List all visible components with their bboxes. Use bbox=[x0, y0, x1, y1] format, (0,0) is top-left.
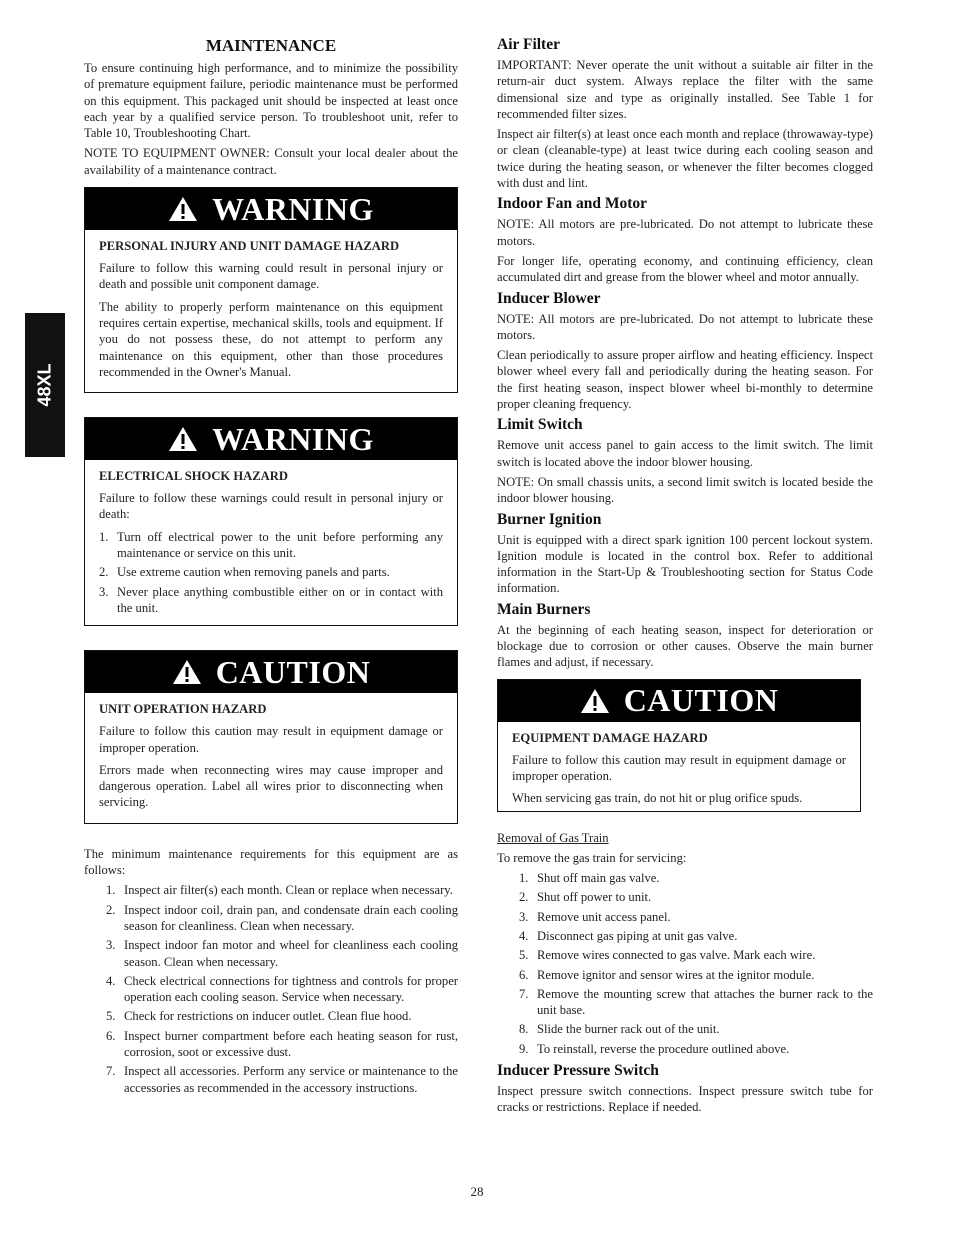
list-item: 9. To reinstall, reverse the procedure outlined above. bbox=[519, 1041, 790, 1056]
maintenance-title: MAINTENANCE bbox=[205, 36, 337, 55]
list-item: 6. Inspect burner compartment before each heating season for rust, corrosion, soot or excessive dust. bbox=[106, 1028, 458, 1059]
list-item: 1. Shut off main gas valve. bbox=[519, 871, 660, 886]
caution-header bbox=[85, 651, 457, 693]
list-item: 2. Inspect indoor coil, drain pan, and condensate drain each cooling season for cleanliness. Clean when necessary. bbox=[106, 902, 458, 933]
caution-word: CAUTION bbox=[623, 682, 779, 719]
inducer-pressure-heading: Inducer Pressure Switch bbox=[497, 1062, 659, 1080]
caution-text: Errors made when reconnecting wires may cause improper and dangerous operation. Label all wires prior to disconnecting when servicing. bbox=[99, 762, 443, 810]
list-item: 5. Check for restrictions on inducer outlet. Clean flue hood. bbox=[106, 1009, 412, 1024]
caution-text: Failure to follow this caution may result in equipment damage or improper operation. bbox=[99, 724, 443, 755]
hazard-title: EQUIPMENT DAMAGE HAZARD bbox=[512, 730, 708, 745]
list-item: 1. Inspect air filter(s) each month. Clean or replace when necessary. bbox=[106, 883, 453, 898]
list-item: 2. Shut off power to unit. bbox=[519, 890, 652, 905]
gas-train-steps bbox=[497, 870, 873, 1057]
limit-switch-text: Remove unit access panel to gain access to the limit switch. The limit switch is located above the indoor blower housing. bbox=[497, 438, 873, 469]
warning-triangle-icon bbox=[168, 196, 198, 222]
gas-train-heading: Removal of Gas Train bbox=[497, 830, 609, 845]
warning-text: The ability to properly perform maintenance on this equipment requires certain expertise, mechanical skills, tools and equipment. If you do not possess these, do not attempt to perform any maintenance on this equipment, other than those procedures recommended in the Owner's Manual. bbox=[99, 299, 443, 379]
air-filter-important: IMPORTANT: Never operate the unit without a suitable air filter in the return-air duct system. Always replace the filter with the same dimensional size and type as originally installed. See Table 1 for recommended filter sizes. bbox=[497, 58, 873, 121]
warning-triangle-icon bbox=[172, 659, 202, 685]
caution-text: Failure to follow this caution may result in equipment damage or improper operation. bbox=[512, 752, 846, 783]
limit-switch-heading: Limit Switch bbox=[497, 416, 583, 434]
list-item: 4. Check electrical connections for tightness and controls for proper operation each cooling season. Service when necessary. bbox=[106, 973, 458, 1005]
burner-ignition-heading: Burner Ignition bbox=[497, 510, 602, 528]
caution-box-operation bbox=[84, 650, 458, 823]
warning-header bbox=[85, 188, 457, 230]
list-item: 7. Remove the mounting screw that attaches the burner rack to the unit base. bbox=[519, 986, 873, 1018]
warning-word: WARNING bbox=[212, 190, 374, 227]
caution-box-equipment bbox=[497, 679, 861, 812]
main-burners-text: At the beginning of each heating season, inspect for deterioration or blockage due to corrosion or other causes. Observe the main burner flames and adjust, if necessary. bbox=[497, 622, 873, 670]
warning-text: Failure to follow these warnings could result in personal injury or death: bbox=[99, 491, 443, 522]
list-item: 5. Remove wires connected to gas valve. Mark each wire. bbox=[519, 948, 816, 963]
indoor-fan-note: NOTE: All motors are pre-lubricated. Do not attempt to lubricate these motors. bbox=[497, 217, 873, 248]
inducer-blower-note: NOTE: All motors are pre-lubricated. Do not attempt to lubricate these motors. bbox=[497, 311, 873, 342]
warning-box-shock bbox=[84, 417, 458, 626]
hazard-title: PERSONAL INJURY AND UNIT DAMAGE HAZARD bbox=[99, 239, 400, 254]
warning-box-injury bbox=[84, 187, 458, 393]
inducer-blower-heading: Inducer Blower bbox=[497, 289, 601, 307]
warning-text: Failure to follow this warning could result in personal injury or death and possible unit component damage. bbox=[99, 261, 443, 292]
warning-word: WARNING bbox=[212, 420, 374, 457]
inducer-blower-text: Clean periodically to assure proper airflow and heating efficiency. Inspect blower wheel every fall and periodically during the heating season. For the first heating season, inspect blower wheel bi-monthly to determine proper cleaning frequency. bbox=[497, 348, 873, 412]
page-number: 28 bbox=[470, 1184, 484, 1199]
gas-train-intro: To remove the gas train for servicing: bbox=[497, 850, 687, 865]
caution-header bbox=[498, 680, 860, 722]
inducer-pressure-text: Inspect pressure switch connections. Inspect pressure switch tube for cracks or restrictions. Replace if needed. bbox=[497, 1084, 873, 1115]
list-item: 3. Inspect indoor fan motor and wheel for cleanliness each cooling season. Clean when necessary. bbox=[106, 938, 458, 969]
warning-triangle-icon bbox=[168, 426, 198, 452]
right-column bbox=[497, 36, 873, 1120]
owner-note: NOTE TO EQUIPMENT OWNER: Consult your local dealer about the availability of a maintenance contract. bbox=[84, 146, 458, 177]
limit-switch-note: NOTE: On small chassis units, a second limit switch is located beside the indoor blower housing. bbox=[497, 474, 873, 506]
hazard-title: UNIT OPERATION HAZARD bbox=[99, 702, 267, 717]
left-column bbox=[84, 36, 458, 1099]
list-item: 7. Inspect all accessories. Perform any service or maintenance to the accessories as recommended in the accessory instructions. bbox=[106, 1064, 458, 1095]
section-side-tab bbox=[25, 313, 65, 457]
burner-ignition-text: Unit is equipped with a direct spark ignition 100 percent lockout system. Ignition module is located in the control box. Refer to additional information in the Start-Up & Troubleshooting section for Status Code information. bbox=[497, 532, 873, 596]
requirements-intro: The minimum maintenance requirements for this equipment are as follows: bbox=[84, 846, 458, 878]
indoor-fan-text: For longer life, operating economy, and continuing efficiency, clean accumulated dirt and grease from the blower wheel and motor annually. bbox=[497, 253, 873, 285]
list-item: 8. Slide the burner rack out of the unit. bbox=[519, 1022, 720, 1037]
list-item: 6. Remove ignitor and sensor wires at the ignitor module. bbox=[519, 967, 815, 982]
list-item: 1. Turn off electrical power to the unit before performing any maintenance or service on this unit. bbox=[99, 529, 443, 561]
warning-list bbox=[99, 529, 443, 616]
side-tab-label: 48XL bbox=[34, 363, 55, 407]
warning-header bbox=[85, 418, 457, 460]
main-burners-heading: Main Burners bbox=[497, 600, 591, 618]
indoor-fan-heading: Indoor Fan and Motor bbox=[497, 195, 647, 213]
list-item: 2. Use extreme caution when removing panels and parts. bbox=[99, 565, 390, 580]
air-filter-text: Inspect air filter(s) at least once each month and replace (throwaway-type) or clean (cleanable-type) at least twice during each cooling season and twice during the heating season, or whenever the filter becomes clogged with dust and lint. bbox=[497, 127, 873, 191]
warning-triangle-icon bbox=[580, 688, 610, 714]
list-item: 4. Disconnect gas piping at unit gas valve. bbox=[519, 928, 738, 943]
caution-word: CAUTION bbox=[215, 653, 371, 690]
air-filter-heading: Air Filter bbox=[497, 36, 560, 53]
list-item: 3. Remove unit access panel. bbox=[519, 909, 671, 924]
hazard-title: ELECTRICAL SHOCK HAZARD bbox=[99, 469, 288, 484]
maintenance-intro: To ensure continuing high performance, and to minimize the possibility of premature equipment failure, periodic maintenance must be performed on this equipment. This packaged unit should be inspected at least once each year by a qualified service person. To troubleshoot unit, refer to Table 10, Troubleshooting Chart. bbox=[84, 61, 458, 141]
list-item: 3. Never place anything combustible either on or in contact with the unit. bbox=[99, 584, 443, 615]
requirements-list bbox=[84, 882, 458, 1096]
caution-text: When servicing gas train, do not hit or plug orifice spuds. bbox=[512, 791, 803, 806]
